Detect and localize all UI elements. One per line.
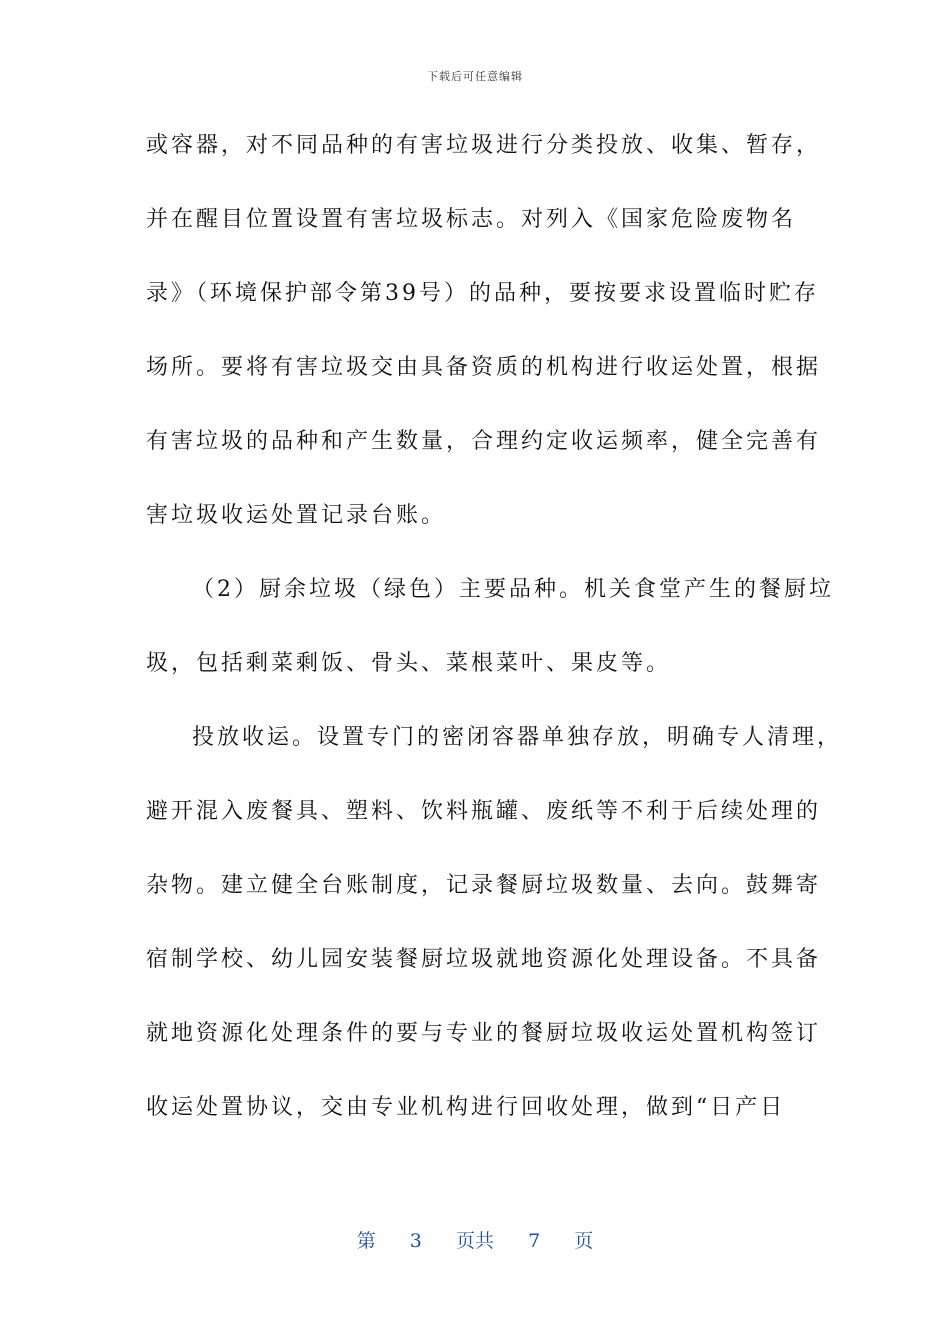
body-line: 杂物。建立健全台账制度，记录餐厨垃圾数量、去向。鼓舞寄 — [146, 873, 822, 898]
body-line: 有害垃圾的品种和产生数量，合理约定收运频率，健全完善有 — [146, 429, 822, 454]
body-line: 收运处置协议，交由专业机构进行回收处理，做到“日产日 — [146, 1095, 786, 1120]
body-line: 宿制学校、幼儿园安装餐厨垃圾就地资源化处理设备。不具备 — [146, 947, 822, 972]
body-line: 并在醒目位置设置有害垃圾标志。对列入《国家危险废物名 — [146, 207, 797, 232]
body-line: 避开混入废餐具、塑料、饮料瓶罐、废纸等不利于后续处理的 — [146, 799, 822, 824]
page-total: 7 — [528, 1230, 541, 1252]
page-number — [0, 1226, 950, 1253]
body-line: 场所。要将有害垃圾交由具备资质的机构进行收运处置，根据 — [146, 355, 822, 380]
page-current: 3 — [409, 1230, 422, 1252]
body-line: （2）厨余垃圾（绿色）主要品种。机关食堂产生的餐厨垃 — [192, 577, 834, 602]
page-middle: 页共 — [455, 1230, 494, 1252]
page-prefix: 第 — [356, 1230, 376, 1252]
page-suffix: 页 — [574, 1230, 594, 1252]
body-line: 就地资源化处理条件的要与专业的餐厨垃圾收运处置机构签订 — [146, 1021, 822, 1046]
body-line: 录》（环境保护部令第39号）的品种，要按要求设置临时贮存 — [146, 281, 819, 306]
header-note: 下载后可任意编辑 — [427, 70, 523, 83]
body-line: 投放收运。设置专门的密闭容器单独存放，明确专人清理， — [192, 725, 843, 750]
body-text — [146, 128, 843, 1164]
body-line: 害垃圾收运处置记录台账。 — [146, 503, 447, 528]
body-line: 圾，包括剩菜剩饭、骨头、菜根菜叶、果皮等。 — [146, 651, 672, 676]
body-line: 或容器，对不同品种的有害垃圾进行分类投放、收集、暂存， — [146, 133, 822, 158]
